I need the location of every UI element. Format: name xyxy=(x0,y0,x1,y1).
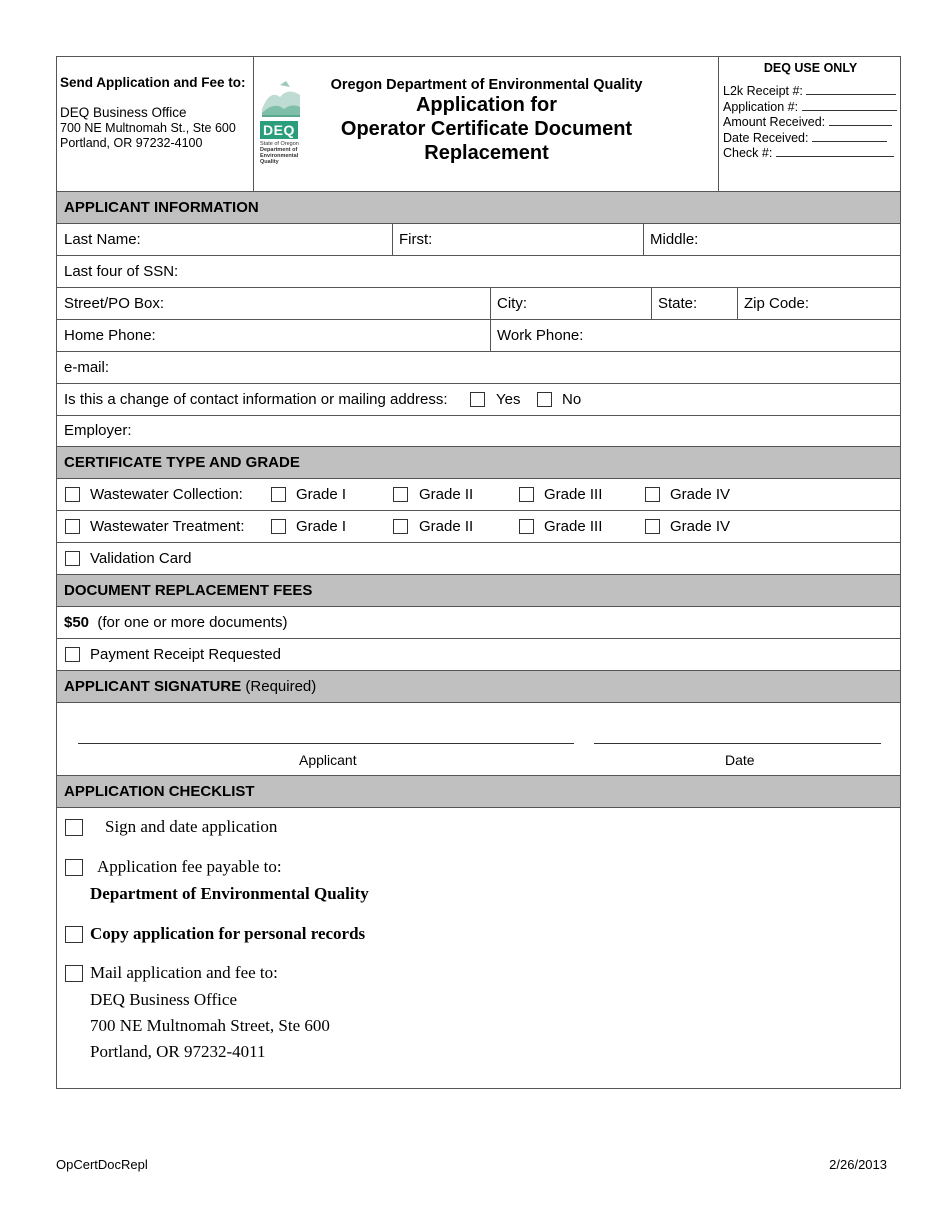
validation-card-checkbox[interactable] xyxy=(65,551,80,566)
state-field[interactable]: State: xyxy=(658,295,698,312)
collection-grade-3-checkbox[interactable] xyxy=(519,487,534,502)
email-field[interactable]: e-mail: xyxy=(64,359,110,376)
grade-label: Grade IV xyxy=(670,518,731,535)
logo-landscape-icon xyxy=(260,79,302,119)
middle-name-field[interactable]: Middle: xyxy=(650,231,699,248)
email-row xyxy=(57,352,900,384)
send-to-line: DEQ Business Office xyxy=(60,105,187,120)
street-field[interactable]: Street/PO Box: xyxy=(64,295,165,312)
checklist-mail-line: DEQ Business Office xyxy=(90,990,237,1009)
checklist-fee-payee: Department of Environmental Quality xyxy=(90,884,369,903)
footer-date: 2/26/2013 xyxy=(829,1157,887,1172)
deq-use-field[interactable]: Check #: xyxy=(723,145,898,161)
receipt-row xyxy=(57,639,900,671)
deq-use-field[interactable]: L2k Receipt #: xyxy=(723,83,898,99)
logo-caption: Quality xyxy=(260,159,279,165)
fee-amount: $50 (for one or more documents) xyxy=(64,614,288,631)
collection-checkbox[interactable] xyxy=(65,487,80,502)
checklist-sign-label: Sign and date application xyxy=(105,817,278,836)
form-title-line: Operator Certificate Document xyxy=(340,118,633,140)
name-row xyxy=(57,224,900,256)
ssn-row xyxy=(57,256,900,288)
no-label: No xyxy=(562,391,582,408)
form-title-block xyxy=(309,77,664,165)
city-field[interactable]: City: xyxy=(497,295,527,312)
checklist-mail-checkbox[interactable] xyxy=(65,965,83,982)
deq-use-field[interactable]: Application #: xyxy=(723,99,898,115)
checklist-fee-label: Application fee payable to: xyxy=(97,857,282,876)
application-form xyxy=(56,56,901,1089)
ssn-field[interactable]: Last four of SSN: xyxy=(64,263,179,280)
logo-caption: State of Oregon xyxy=(260,141,299,147)
payment-receipt-label: Payment Receipt Requested xyxy=(90,646,281,663)
checklist-mail-line: 700 NE Multnomah Street, Ste 600 xyxy=(90,1016,330,1035)
employer-field[interactable]: Employer: xyxy=(64,422,132,439)
grade-label: Grade IV xyxy=(670,486,731,503)
date-signature-line[interactable] xyxy=(594,743,881,744)
deq-use-field[interactable]: Date Received: xyxy=(723,130,898,146)
checklist-mail-line: Portland, OR 97232-4011 xyxy=(90,1042,266,1061)
checklist-copy-checkbox[interactable] xyxy=(65,926,83,943)
grade-label: Grade II xyxy=(419,518,474,535)
logo-deq-text: DEQ xyxy=(260,121,298,139)
grade-label: Grade III xyxy=(544,518,603,535)
treatment-grade-4-checkbox[interactable] xyxy=(645,519,660,534)
last-name-field[interactable]: Last Name: xyxy=(64,231,141,248)
applicant-signature-label: Applicant xyxy=(299,752,357,768)
grade-label: Grade I xyxy=(296,518,347,535)
collection-label: Wastewater Collection: xyxy=(90,486,243,503)
agency-name: Oregon Department of Environmental Quality xyxy=(330,77,643,93)
deq-logo xyxy=(260,79,308,174)
validation-card-label: Validation Card xyxy=(90,550,192,567)
send-to-title: Send Application and Fee to: xyxy=(60,75,246,90)
section-certificate-type: CERTIFICATE TYPE AND GRADE xyxy=(57,447,900,479)
logo-caption: Environmental xyxy=(260,153,299,159)
collection-grade-4-checkbox[interactable] xyxy=(645,487,660,502)
collection-grade-2-checkbox[interactable] xyxy=(393,487,408,502)
checklist-sign-checkbox[interactable] xyxy=(65,819,83,836)
validation-row xyxy=(57,543,900,575)
form-title-line: Application for xyxy=(415,94,558,116)
first-name-field[interactable]: First: xyxy=(399,231,433,248)
send-to-line: 700 NE Multnomah St., Ste 600 xyxy=(60,121,236,135)
contact-change-row xyxy=(57,384,900,416)
phone-row xyxy=(57,320,900,352)
treatment-checkbox[interactable] xyxy=(65,519,80,534)
section-applicant-signature: APPLICANT SIGNATURE (Required) xyxy=(57,671,900,703)
section-replacement-fees: DOCUMENT REPLACEMENT FEES xyxy=(57,575,900,607)
collection-row xyxy=(57,479,900,511)
no-checkbox[interactable] xyxy=(537,392,552,407)
logo-caption: Department of xyxy=(260,147,298,153)
signature-row xyxy=(57,703,900,776)
contact-change-question: Is this a change of contact information or mailing address: xyxy=(64,391,448,408)
treatment-grade-3-checkbox[interactable] xyxy=(519,519,534,534)
send-to-block xyxy=(60,74,250,150)
applicant-signature-line[interactable] xyxy=(78,743,574,744)
zip-field[interactable]: Zip Code: xyxy=(744,295,810,312)
section-applicant-information: APPLICANT INFORMATION xyxy=(57,192,900,224)
collection-grade-1-checkbox[interactable] xyxy=(271,487,286,502)
deq-use-only-block xyxy=(723,61,898,161)
deq-use-field[interactable]: Amount Received: xyxy=(723,114,898,130)
footer-form-id: OpCertDocRepl xyxy=(56,1157,148,1172)
fee-amount-row xyxy=(57,607,900,639)
payment-receipt-checkbox[interactable] xyxy=(65,647,80,662)
form-header xyxy=(57,57,900,192)
section-application-checklist: APPLICATION CHECKLIST xyxy=(57,776,900,808)
home-phone-field[interactable]: Home Phone: xyxy=(64,327,156,344)
checklist-mail-label: Mail application and fee to: xyxy=(90,963,278,982)
date-signature-label: Date xyxy=(725,752,755,768)
form-title-line: Replacement xyxy=(424,142,549,164)
address-row xyxy=(57,288,900,320)
work-phone-field[interactable]: Work Phone: xyxy=(497,327,584,344)
treatment-grade-1-checkbox[interactable] xyxy=(271,519,286,534)
yes-checkbox[interactable] xyxy=(470,392,485,407)
treatment-row xyxy=(57,511,900,543)
send-to-line: Portland, OR 97232-4100 xyxy=(60,136,203,150)
checklist-body xyxy=(57,808,900,1088)
grade-label: Grade II xyxy=(419,486,474,503)
deq-use-title: DEQ USE ONLY xyxy=(763,61,858,75)
treatment-grade-2-checkbox[interactable] xyxy=(393,519,408,534)
employer-row xyxy=(57,416,900,447)
grade-label: Grade I xyxy=(296,486,347,503)
grade-label: Grade III xyxy=(544,486,603,503)
yes-label: Yes xyxy=(496,391,521,408)
treatment-label: Wastewater Treatment: xyxy=(90,518,245,535)
checklist-copy-label: Copy application for personal records xyxy=(90,924,366,943)
checklist-fee-checkbox[interactable] xyxy=(65,859,83,876)
